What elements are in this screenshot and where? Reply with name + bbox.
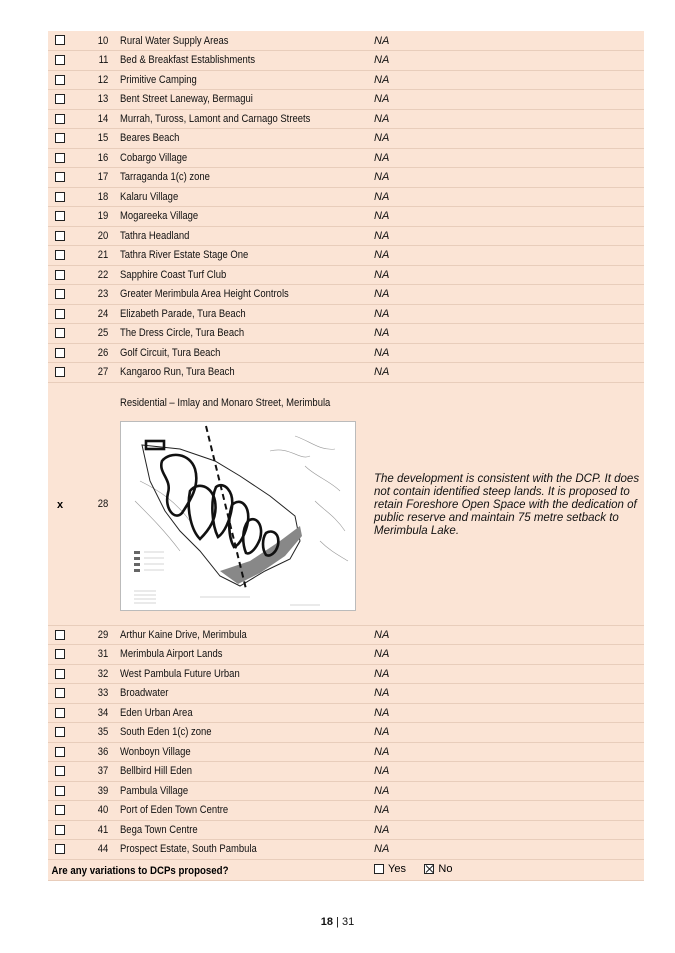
row-number: 32 xyxy=(72,664,114,684)
row-number: 10 xyxy=(72,31,114,51)
row-checkbox-cell xyxy=(48,645,72,665)
row-status: NA xyxy=(368,625,644,645)
dcp-row xyxy=(48,187,644,207)
row-checkbox-cell xyxy=(48,664,72,684)
dcp-row xyxy=(48,148,644,168)
dcp-row xyxy=(48,363,644,383)
row-status: NA xyxy=(368,324,644,344)
row-checkbox-cell xyxy=(48,265,72,285)
option-no[interactable] xyxy=(424,863,452,875)
row-status: NA xyxy=(368,684,644,704)
row-checkbox-cell xyxy=(48,343,72,363)
row-name: Kangaroo Run, Tura Beach xyxy=(114,363,368,383)
row-status: NA xyxy=(368,168,644,188)
row-checkbox-cell xyxy=(48,285,72,305)
row-name: Port of Eden Town Centre xyxy=(114,801,368,821)
row-name: Tathra Headland xyxy=(114,226,368,246)
row-name: The Dress Circle, Tura Beach xyxy=(114,324,368,344)
row-checkbox-cell xyxy=(48,51,72,71)
dcp-row xyxy=(48,285,644,305)
row-checkbox-cell xyxy=(48,70,72,90)
row-number: 34 xyxy=(72,703,114,723)
row-28-number: 28 xyxy=(72,382,114,625)
row-checkbox[interactable] xyxy=(55,766,65,776)
row-checkbox[interactable] xyxy=(55,231,65,241)
row-name: Murrah, Tuross, Lamont and Carnago Streets xyxy=(114,109,368,129)
row-status: NA xyxy=(368,207,644,227)
row-status: NA xyxy=(368,664,644,684)
row-checkbox[interactable] xyxy=(55,747,65,757)
row-number: 20 xyxy=(72,226,114,246)
row-name: Rural Water Supply Areas xyxy=(114,31,368,51)
row-checkbox-cell xyxy=(48,703,72,723)
row-status: NA xyxy=(368,148,644,168)
page-separator: | xyxy=(336,916,339,928)
dcp-row xyxy=(48,801,644,821)
row-checkbox[interactable] xyxy=(55,844,65,854)
row-checkbox[interactable] xyxy=(55,153,65,163)
page-current: 18 xyxy=(320,916,333,928)
dcp-row xyxy=(48,168,644,188)
dcp-row xyxy=(48,762,644,782)
row-name: Golf Circuit, Tura Beach xyxy=(114,343,368,363)
variations-footer xyxy=(48,859,644,880)
row-status: NA xyxy=(368,265,644,285)
dcp-row xyxy=(48,324,644,344)
row-name: Kalaru Village xyxy=(114,187,368,207)
variations-options xyxy=(368,859,644,880)
row-checkbox-cell xyxy=(48,801,72,821)
row-number: 18 xyxy=(72,187,114,207)
dcp-table xyxy=(48,31,644,881)
row-number: 23 xyxy=(72,285,114,305)
row-name: Wonboyn Village xyxy=(114,742,368,762)
row-number: 19 xyxy=(72,207,114,227)
row-checkbox-cell xyxy=(48,723,72,743)
row-name: Tarraganda 1(c) zone xyxy=(114,168,368,188)
row-checkbox[interactable] xyxy=(55,114,65,124)
row-checkbox-cell xyxy=(48,742,72,762)
row-status: NA xyxy=(368,285,644,305)
row-name: Prospect Estate, South Pambula xyxy=(114,840,368,860)
row-name: Broadwater xyxy=(114,684,368,704)
row-checkbox[interactable] xyxy=(55,309,65,319)
row-28-mark: x xyxy=(48,382,72,625)
dcp-row xyxy=(48,645,644,665)
row-number: 25 xyxy=(72,324,114,344)
row-status: NA xyxy=(368,304,644,324)
row-checkbox[interactable] xyxy=(55,211,65,221)
row-number: 29 xyxy=(72,625,114,645)
row-checkbox-cell xyxy=(48,187,72,207)
row-checkbox[interactable] xyxy=(55,172,65,182)
row-name: Bed & Breakfast Establishments xyxy=(114,51,368,71)
yes-checkbox[interactable] xyxy=(374,864,384,874)
dcp-row xyxy=(48,31,644,51)
dcp-row xyxy=(48,304,644,324)
dcp-row xyxy=(48,265,644,285)
row-number: 11 xyxy=(72,51,114,71)
row-status: NA xyxy=(368,70,644,90)
row-status: NA xyxy=(368,363,644,383)
row-checkbox[interactable] xyxy=(55,805,65,815)
dcp-row xyxy=(48,840,644,860)
page-number xyxy=(0,916,675,928)
row-28-name: Residential – Imlay and Monaro Street, Merimbula xyxy=(120,396,331,409)
row-checkbox-cell xyxy=(48,781,72,801)
row-status: NA xyxy=(368,90,644,110)
row-name: West Pambula Future Urban xyxy=(114,664,368,684)
dcp-row xyxy=(48,343,644,363)
dcp-row xyxy=(48,51,644,71)
row-checkbox-cell xyxy=(48,109,72,129)
row-checkbox[interactable] xyxy=(55,94,65,104)
variations-question-row xyxy=(48,859,644,880)
row-name: Bega Town Centre xyxy=(114,820,368,840)
row-number: 35 xyxy=(72,723,114,743)
row-checkbox[interactable] xyxy=(55,289,65,299)
row-status: NA xyxy=(368,51,644,71)
dcp-row xyxy=(48,90,644,110)
row-name: Elizabeth Parade, Tura Beach xyxy=(114,304,368,324)
row-status: NA xyxy=(368,762,644,782)
row-status: NA xyxy=(368,343,644,363)
dcp-row xyxy=(48,226,644,246)
row-checkbox-cell xyxy=(48,90,72,110)
row-number: 22 xyxy=(72,265,114,285)
row-checkbox[interactable] xyxy=(55,367,65,377)
row-checkbox[interactable] xyxy=(55,727,65,737)
row-number: 16 xyxy=(72,148,114,168)
row-checkbox[interactable] xyxy=(55,328,65,338)
row-number: 12 xyxy=(72,70,114,90)
row-name: Bellbird Hill Eden xyxy=(114,762,368,782)
row-checkbox-cell xyxy=(48,168,72,188)
row-checkbox[interactable] xyxy=(55,688,65,698)
variations-question: Are any variations to DCPs proposed? xyxy=(51,864,229,877)
row-name: Arthur Kaine Drive, Merimbula xyxy=(114,625,368,645)
dcp-row xyxy=(48,684,644,704)
row-number: 13 xyxy=(72,90,114,110)
yes-label: Yes xyxy=(388,862,406,875)
row-number: 24 xyxy=(72,304,114,324)
row-status: NA xyxy=(368,820,644,840)
row-number: 33 xyxy=(72,684,114,704)
row-name: Sapphire Coast Turf Club xyxy=(114,265,368,285)
dcp-row-28 xyxy=(48,382,644,625)
row-name: Tathra River Estate Stage One xyxy=(114,246,368,266)
row-status: NA xyxy=(368,781,644,801)
row-checkbox-cell xyxy=(48,363,72,383)
row-checkbox[interactable] xyxy=(55,55,65,65)
page-total: 31 xyxy=(341,916,355,928)
row-status: NA xyxy=(368,31,644,51)
option-yes[interactable] xyxy=(374,863,406,875)
row-status: NA xyxy=(368,801,644,821)
dcp-rows-top xyxy=(48,31,644,382)
row-name: South Eden 1(c) zone xyxy=(114,723,368,743)
row-status: NA xyxy=(368,109,644,129)
dcp-row xyxy=(48,781,644,801)
row-status: NA xyxy=(368,703,644,723)
row-number: 36 xyxy=(72,742,114,762)
row-checkbox-cell xyxy=(48,207,72,227)
row-name: Primitive Camping xyxy=(114,70,368,90)
row-number: 44 xyxy=(72,840,114,860)
row-number: 27 xyxy=(72,363,114,383)
row-checkbox-cell xyxy=(48,625,72,645)
row-name: Beares Beach xyxy=(114,129,368,149)
no-checkbox[interactable] xyxy=(424,864,434,874)
row-status: NA xyxy=(368,129,644,149)
row-number: 39 xyxy=(72,781,114,801)
row-name: Pambula Village xyxy=(114,781,368,801)
row-checkbox-cell xyxy=(48,840,72,860)
variations-question-cell xyxy=(48,859,368,880)
row-checkbox[interactable] xyxy=(55,133,65,143)
dcp-row-28-group xyxy=(48,382,644,625)
row-checkbox[interactable] xyxy=(55,825,65,835)
dcp-row xyxy=(48,742,644,762)
row-status: NA xyxy=(368,187,644,207)
row-checkbox-cell xyxy=(48,246,72,266)
row-checkbox-cell xyxy=(48,324,72,344)
row-checkbox[interactable] xyxy=(55,649,65,659)
row-number: 14 xyxy=(72,109,114,129)
dcp-row xyxy=(48,723,644,743)
dcp-row xyxy=(48,664,644,684)
row-status: NA xyxy=(368,246,644,266)
row-checkbox[interactable] xyxy=(55,708,65,718)
row-status: NA xyxy=(368,226,644,246)
dcp-row xyxy=(48,207,644,227)
row-status: NA xyxy=(368,645,644,665)
row-checkbox[interactable] xyxy=(55,270,65,280)
row-checkbox[interactable] xyxy=(55,250,65,260)
dcp-row xyxy=(48,820,644,840)
row-checkbox[interactable] xyxy=(55,35,65,45)
row-name: Eden Urban Area xyxy=(114,703,368,723)
row-number: 41 xyxy=(72,820,114,840)
row-checkbox[interactable] xyxy=(55,630,65,640)
dcp-row xyxy=(48,70,644,90)
dcp-row xyxy=(48,109,644,129)
row-status: NA xyxy=(368,742,644,762)
row-name: Mogareeka Village xyxy=(114,207,368,227)
row-checkbox-cell xyxy=(48,762,72,782)
row-checkbox[interactable] xyxy=(55,192,65,202)
row-checkbox-cell xyxy=(48,684,72,704)
row-name: Bent Street Laneway, Bermagui xyxy=(114,90,368,110)
row-number: 17 xyxy=(72,168,114,188)
dcp-row xyxy=(48,625,644,645)
development-control-plan-map xyxy=(120,421,356,611)
row-checkbox[interactable] xyxy=(55,348,65,358)
row-number: 31 xyxy=(72,645,114,665)
dcp-row xyxy=(48,129,644,149)
row-number: 26 xyxy=(72,343,114,363)
row-number: 15 xyxy=(72,129,114,149)
dcp-row xyxy=(48,703,644,723)
row-number: 37 xyxy=(72,762,114,782)
row-checkbox[interactable] xyxy=(55,669,65,679)
row-28-description: The development is consistent with the DCP. It does not contain identified steep lands. It is proposed to retain Foreshore Open Space with the dedication of public reserve and maintain 75 metre setback to Merimbula Lake. xyxy=(368,382,644,625)
row-status: NA xyxy=(368,840,644,860)
row-name: Cobargo Village xyxy=(114,148,368,168)
row-checkbox[interactable] xyxy=(55,786,65,796)
row-checkbox[interactable] xyxy=(55,75,65,85)
row-checkbox-cell xyxy=(48,31,72,51)
row-28-item xyxy=(114,382,368,625)
row-name: Greater Merimbula Area Height Controls xyxy=(114,285,368,305)
no-label: No xyxy=(438,862,453,875)
dcp-row xyxy=(48,246,644,266)
dcp-rows-bottom xyxy=(48,625,644,859)
row-number: 40 xyxy=(72,801,114,821)
row-checkbox-cell xyxy=(48,304,72,324)
row-checkbox-cell xyxy=(48,129,72,149)
row-number: 21 xyxy=(72,246,114,266)
row-checkbox-cell xyxy=(48,226,72,246)
row-name: Merimbula Airport Lands xyxy=(114,645,368,665)
row-checkbox-cell xyxy=(48,148,72,168)
row-checkbox-cell xyxy=(48,820,72,840)
row-status: NA xyxy=(368,723,644,743)
